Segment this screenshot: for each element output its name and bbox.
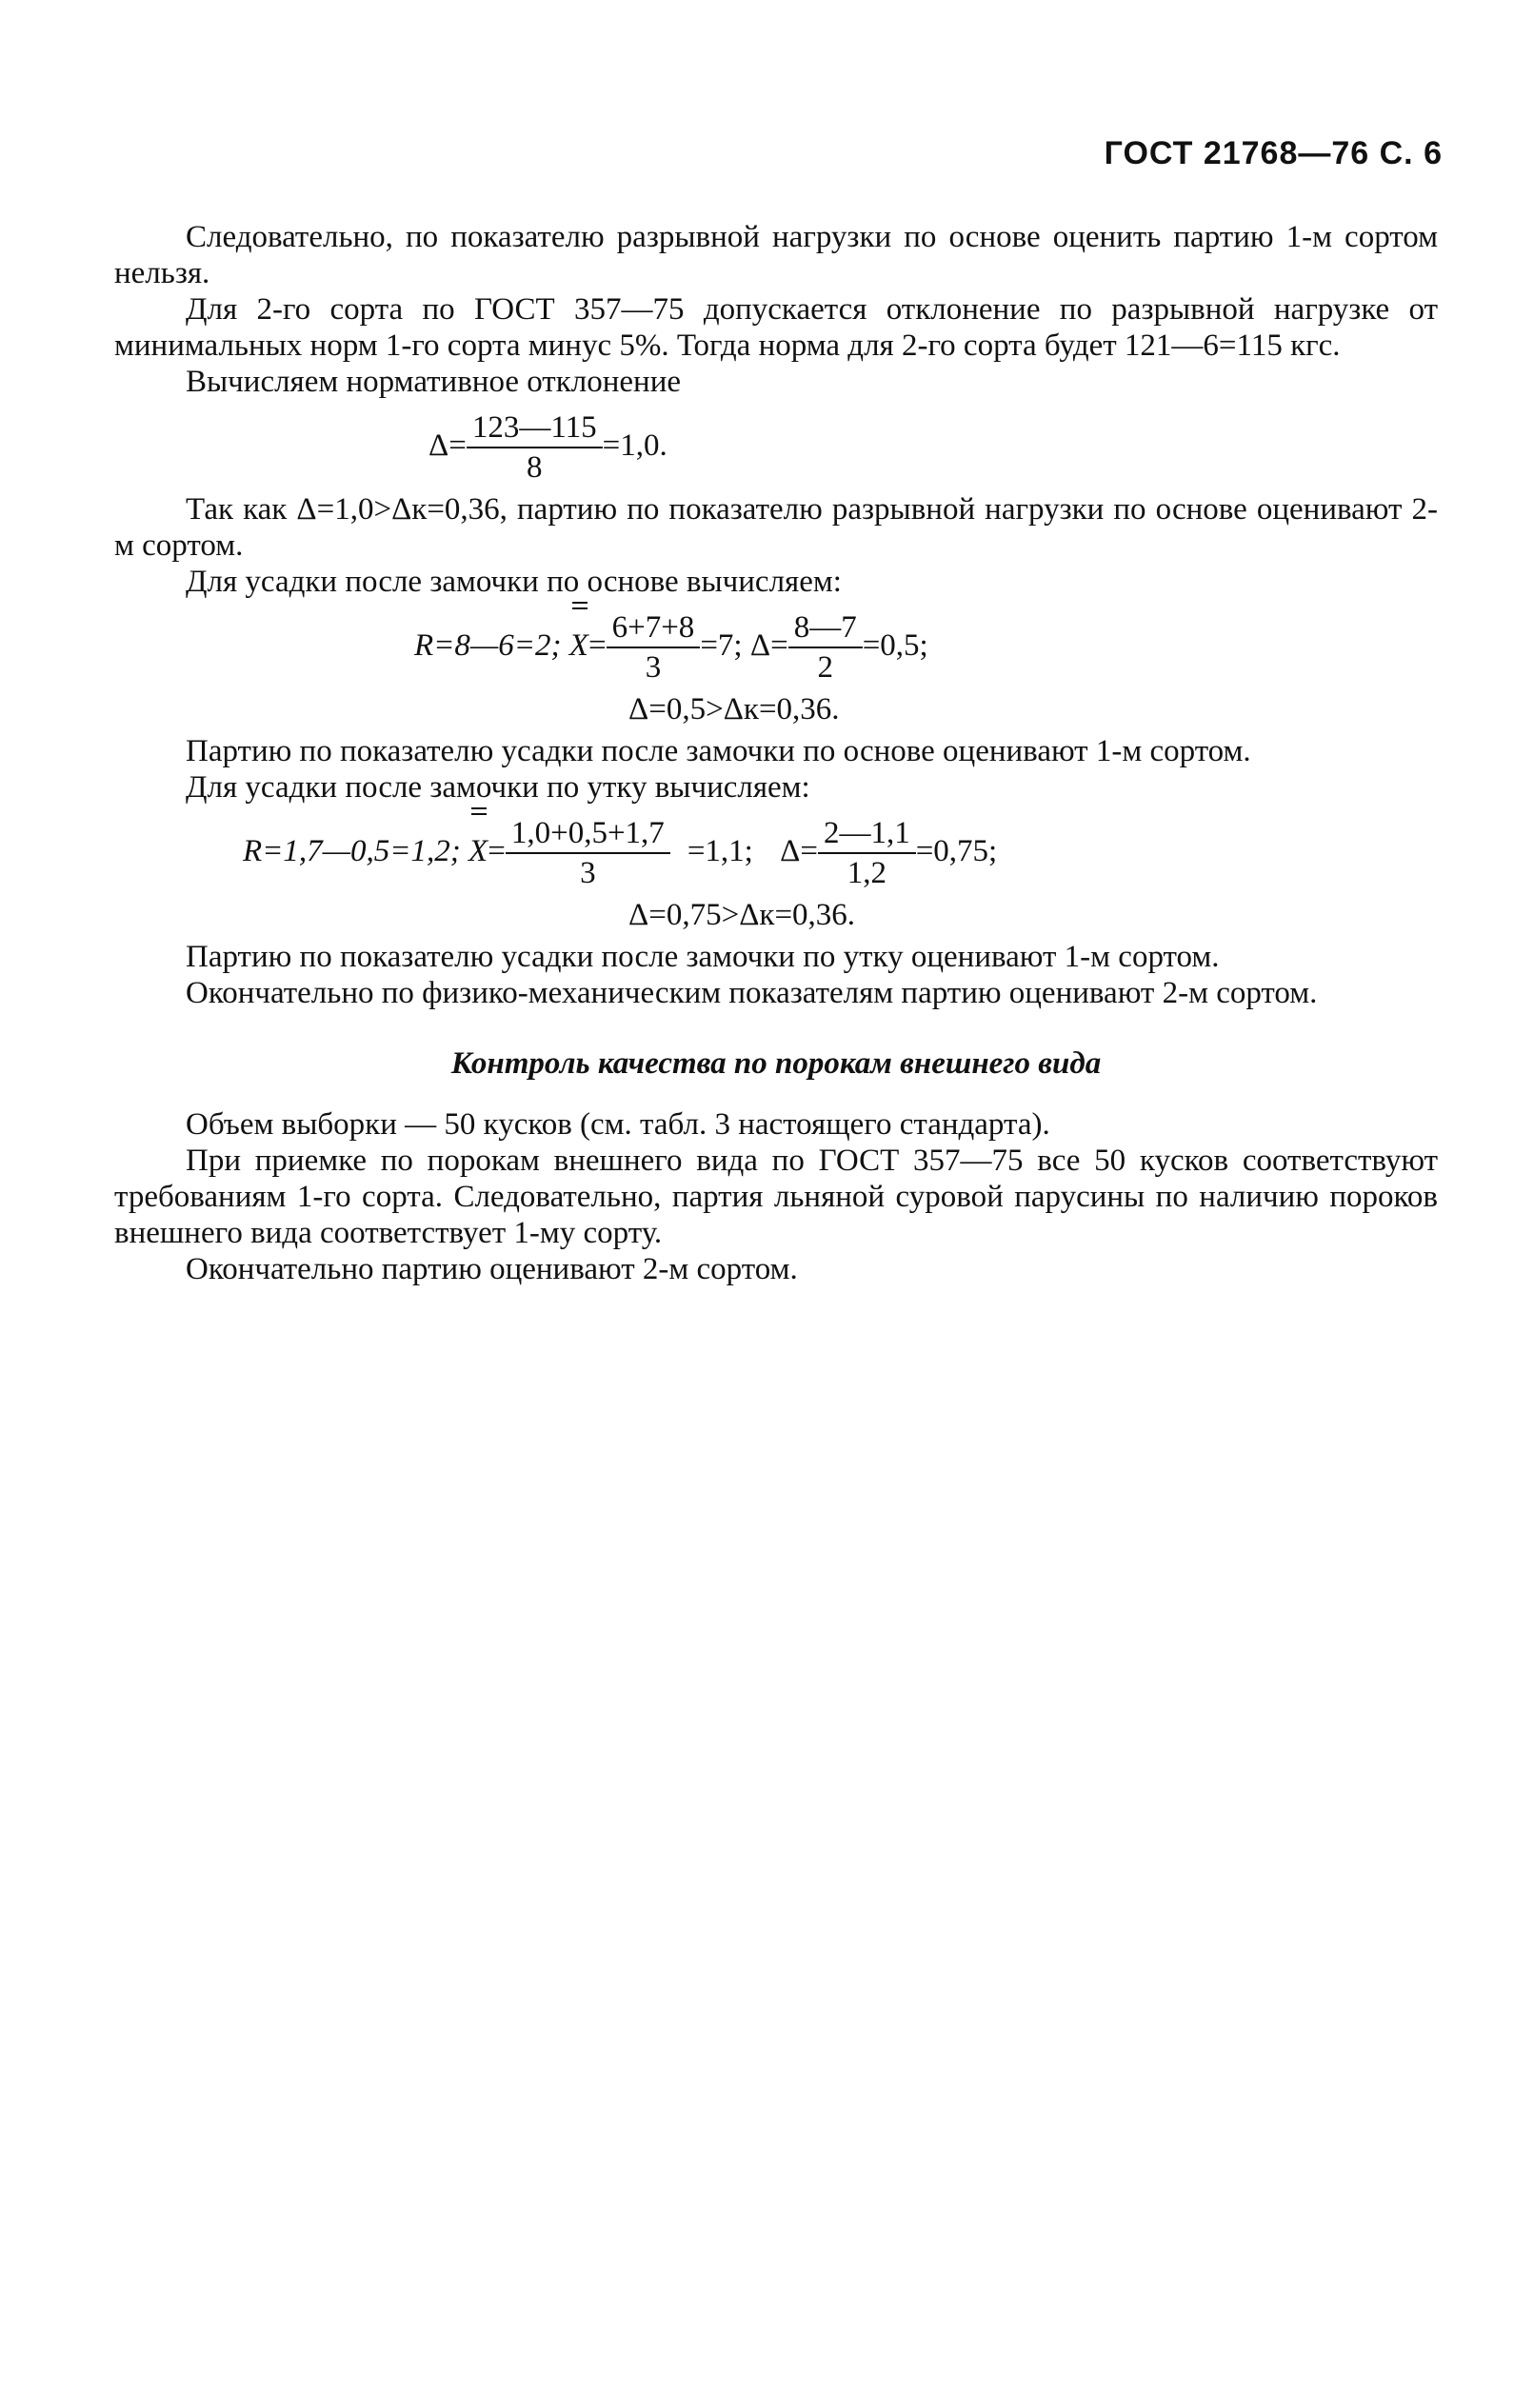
page-header: ГОСТ 21768—76 С. 6 — [1104, 135, 1443, 171]
document-body — [114, 219, 1438, 1287]
paragraph-sample-size: Объем выборки — 50 кусков (см. табл. 3 настоящего стандарта). — [186, 1107, 1050, 1142]
paragraph-shrink-weft-intro: Для усадки после замочки по утку вычисляем: — [186, 770, 810, 805]
formula-denominator: 8 — [526, 450, 543, 486]
range-expression: R=1,7—0,5=1,2; — [243, 834, 461, 868]
mean-denominator: 3 — [645, 650, 662, 686]
delta-lhs: Δ= — [780, 834, 818, 868]
mean-symbol: X — [569, 600, 588, 691]
delta-denominator: 1,2 — [847, 856, 887, 891]
delta-result: =0,5; — [862, 628, 928, 663]
mean-fraction — [607, 608, 701, 687]
paragraph-shrink-warp-grade: Партию по показателю усадки после замочки по основе оценивают 1-м сортом. — [186, 734, 1251, 768]
paragraph-shrink-weft-grade: Партию по показателю усадки после замочки по утку оценивают 1-м сортом. — [186, 940, 1220, 974]
mean-fraction — [506, 814, 670, 892]
formula-rhs: =1,0. — [602, 428, 667, 463]
mean-denominator: 3 — [580, 856, 596, 891]
range-expression: R=8—6=2; — [414, 628, 562, 663]
delta-lhs: Δ= — [749, 628, 788, 663]
paragraph-final-grade: Окончательно партию оценивают 2-м сортом. — [186, 1252, 798, 1286]
paragraph-conclusion-warp: Следовательно, по показателю разрывной нагрузки по основе оценить партию 1-м сортом нельзя. — [114, 220, 1438, 290]
mean-numerator: 6+7+8 — [607, 608, 701, 648]
delta-fraction — [818, 814, 916, 892]
formula-fraction — [467, 408, 603, 487]
delta-denominator: 2 — [817, 650, 833, 686]
delta-fraction — [788, 608, 863, 687]
formula-shrink-weft-compare: Δ=0,75>Δк=0,36. — [628, 898, 856, 932]
section-title-visual-defects: Контроль качества по порокам внешнего вида — [450, 1046, 1102, 1081]
formula-shrink-weft — [243, 806, 1438, 897]
formula-shrink-warp-compare: Δ=0,5>Δк=0,36. — [628, 692, 840, 726]
paragraph-second-grade-norm: Для 2-го сорта по ГОСТ 357—75 допускается отклонение по разрывной нагрузке от минимальных норм 1-го сорта минус 5%. Тогда норма для 2-го сорта будет 121—6=115 кгс. — [114, 292, 1438, 363]
mean-equals: = — [588, 628, 607, 663]
mean-result: =1,1; — [687, 834, 753, 868]
paragraph-visual-acceptance: При приемке по порокам внешнего вида по ГОСТ 357—75 все 50 кусков соответствуют требованиям 1-го сорта. Следовательно, партия льняной суровой парусины по наличию пороков внешнего вида соответствует 1-му сорту. — [114, 1144, 1438, 1250]
mean-result: =7; — [700, 628, 743, 663]
paragraph-warp-grade-2: Так как Δ=1,0>Δк=0,36, партию по показателю разрывной нагрузки по основе оценивают 2-м сортом. — [114, 492, 1438, 563]
formula-normative-deviation — [428, 400, 1438, 491]
paragraph-shrink-warp-intro: Для усадки после замочки по основе вычисляем: — [186, 565, 842, 599]
delta-result: =0,75; — [915, 834, 998, 868]
mean-numerator: 1,0+0,5+1,7 — [506, 814, 670, 854]
delta-numerator: 2—1,1 — [818, 814, 916, 854]
paragraph-final-physical: Окончательно по физико-механическим показателям партию оценивают 2-м сортом. — [186, 976, 1318, 1010]
mean-equals: = — [488, 834, 506, 868]
formula-shrink-warp — [414, 600, 1438, 691]
mean-symbol: X — [468, 806, 488, 897]
paragraph-compute-deviation: Вычисляем нормативное отклонение — [186, 365, 682, 399]
formula-numerator: 123—115 — [467, 408, 603, 448]
delta-numerator: 8—7 — [788, 608, 863, 648]
formula-lhs: Δ= — [428, 428, 467, 463]
